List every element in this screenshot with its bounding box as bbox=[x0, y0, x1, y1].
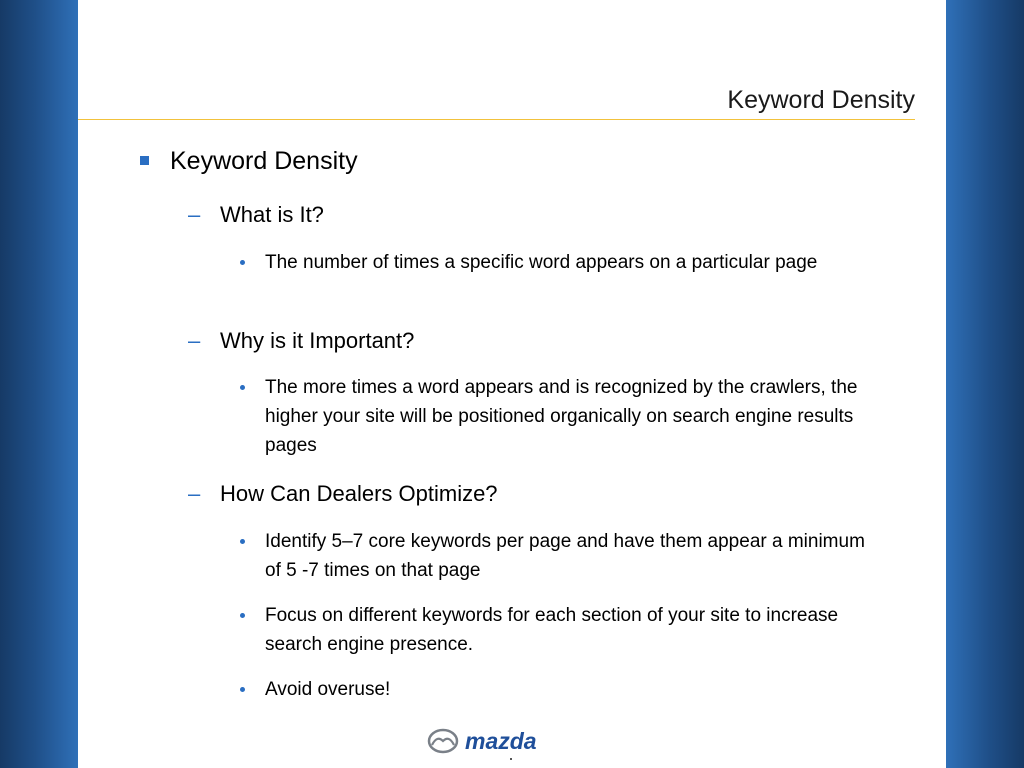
dot-bullet-icon bbox=[240, 260, 245, 265]
dot-bullet-icon bbox=[240, 687, 245, 692]
dash-bullet-icon: – bbox=[188, 202, 201, 227]
slide-canvas bbox=[78, 0, 946, 768]
mazda-wordmark: mazda bbox=[465, 728, 537, 754]
dot-bullet-icon bbox=[240, 385, 245, 390]
point-text: Identify 5–7 core keywords per page and have them appear a minimum of 5 -7 times on that page bbox=[265, 531, 865, 581]
square-bullet-icon bbox=[140, 156, 149, 165]
dot-bullet-icon bbox=[240, 539, 245, 544]
point-text: The more times a word appears and is recognized by the crawlers, the higher your site will be positioned organically on search engine results pages bbox=[265, 377, 858, 456]
slide-title: Keyword Density bbox=[727, 86, 915, 114]
title-underline bbox=[78, 119, 915, 120]
mazda-emblem-icon bbox=[427, 728, 459, 754]
sub-bullet-text: Why is it Important? bbox=[220, 328, 415, 353]
dot-bullet-icon bbox=[240, 613, 245, 618]
sub-bullet-text: How Can Dealers Optimize? bbox=[220, 481, 498, 506]
dash-bullet-icon: – bbox=[188, 481, 201, 506]
mazda-logo bbox=[427, 728, 557, 754]
footer-dot bbox=[510, 758, 512, 760]
right-side-panel bbox=[946, 0, 1024, 768]
left-side-panel bbox=[0, 0, 78, 768]
dash-bullet-icon: – bbox=[188, 328, 201, 353]
point-text: Focus on different keywords for each section of your site to increase search engine presence. bbox=[265, 605, 839, 655]
point-text: Avoid overuse! bbox=[265, 679, 391, 700]
point-text: The number of times a specific word appears on a particular page bbox=[265, 252, 818, 273]
sub-bullet-text: What is It? bbox=[220, 202, 324, 227]
bullet-text: Keyword Density bbox=[170, 147, 358, 175]
